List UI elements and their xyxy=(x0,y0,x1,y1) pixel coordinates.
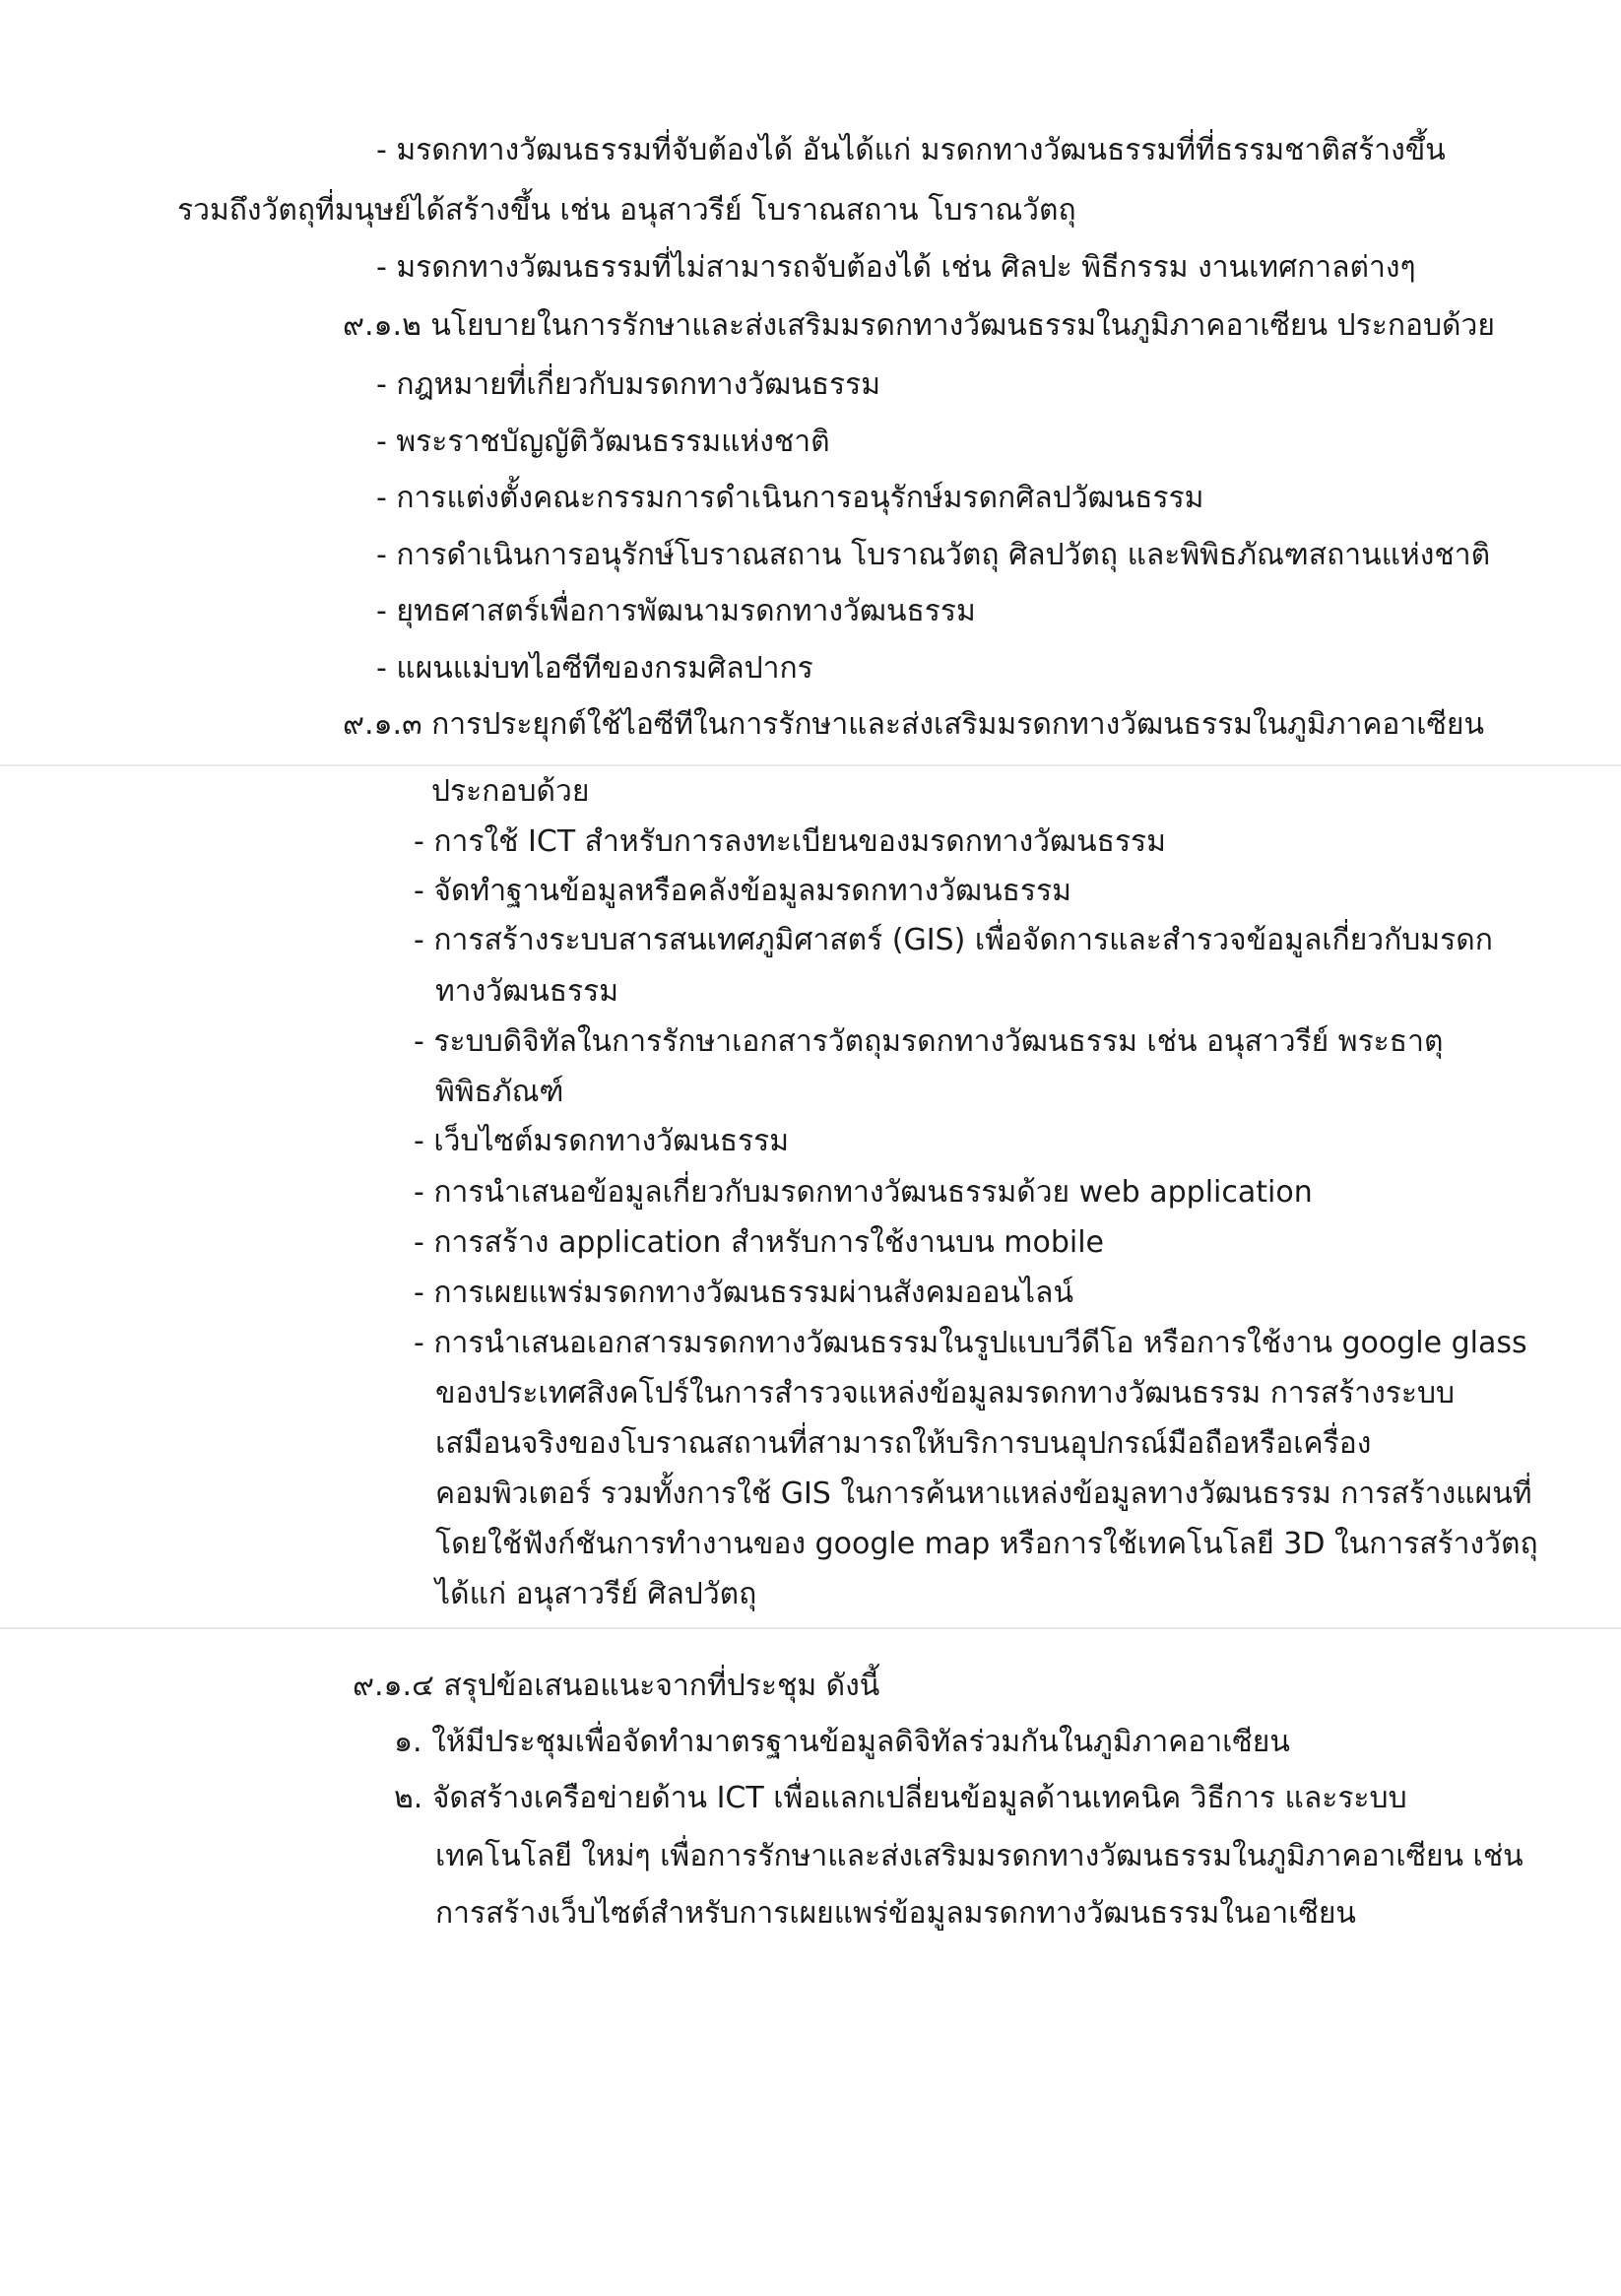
section-913-heading-line-1: ๙.๑.๓ การประยุกต์ใช้ไอซีทีในการรักษาและส่งเสริมมรดกทางวัฒนธรรมในภูมิภาคอาเซียน xyxy=(343,707,1484,742)
scan-page-seam xyxy=(0,764,1621,766)
section-912-item: - พระราชบัญญัติวัฒนธรรมแห่งชาติ xyxy=(376,425,830,459)
paragraph-tangible-heritage-line-1: - มรดกทางวัฒนธรรมที่จับต้องได้ อันได้แก่ มรดกทางวัฒนธรรมที่ที่ธรรมชาติสร้างขึ้น xyxy=(376,133,1446,167)
section-913-item: - การเผยแพร่มรดกทางวัฒนธรรมผ่านสังคมออนไลน์ xyxy=(414,1276,1073,1310)
section-913-item: - การใช้ ICT สำหรับการลงทะเบียนของมรดกทางวัฒนธรรม xyxy=(414,824,1166,859)
section-912-item: - กฎหมายที่เกี่ยวกับมรดกทางวัฒนธรรม xyxy=(376,367,881,402)
section-914-item-continuation: การสร้างเว็บไซต์สำหรับการเผยแพร่ข้อมูลมรดกทางวัฒนธรรมในอาเซียน xyxy=(435,1896,1356,1931)
section-913-heading-line-2: ประกอบด้วย xyxy=(431,774,590,809)
section-912-item: - การดำเนินการอนุรักษ์โบราณสถาน โบราณวัตถุ ศิลปวัตถุ และพิพิธภัณฑสถานแห่งชาติ xyxy=(376,538,1491,572)
section-912-item: - การแต่งตั้งคณะกรรมการดำเนินการอนุรักษ์มรดกศิลปวัฒนธรรม xyxy=(376,481,1204,515)
section-913-item: - การนำเสนอข้อมูลเกี่ยวกับมรดกทางวัฒนธรรมด้วย web application xyxy=(414,1175,1313,1210)
section-913-item-continuation: คอมพิวเตอร์ รวมทั้งการใช้ GIS ในการค้นหาแหล่งข้อมูลทางวัฒนธรรม การสร้างแผนที่ xyxy=(435,1476,1532,1511)
section-914-item: ๒. จัดสร้างเครือข่ายด้าน ICT เพื่อแลกเปลี่ยนข้อมูลด้านเทคนิค วิธีการ และระบบ xyxy=(394,1781,1407,1815)
section-913-item: - การสร้าง application สำหรับการใช้งานบน mobile xyxy=(414,1225,1105,1260)
section-913-item-continuation: ทางวัฒนธรรม xyxy=(435,974,619,1009)
section-914-item: ๑. ให้มีประชุมเพื่อจัดทำมาตรฐานข้อมูลดิจิทัลร่วมกันในภูมิภาคอาเซียน xyxy=(394,1725,1290,1759)
section-912-item: - แผนแม่บทไอซีทีของกรมศิลปากร xyxy=(376,651,813,686)
section-913-item-continuation: เสมือนจริงของโบราณสถานที่สามารถให้บริการบนอุปกรณ์มือถือหรือเครื่อง xyxy=(435,1426,1372,1461)
section-912-heading: ๙.๑.๒ นโยบายในการรักษาและส่งเสริมมรดกทางวัฒนธรรมในภูมิภาคอาเซียน ประกอบด้วย xyxy=(343,308,1495,343)
section-913-item-continuation: ได้แก่ อนุสาวรีย์ ศิลปวัตถุ xyxy=(435,1577,757,1611)
section-913-item: - เว็บไซต์มรดกทางวัฒนธรรม xyxy=(414,1124,790,1158)
section-913-item: - การสร้างระบบสารสนเทศภูมิศาสตร์ (GIS) เพื่อจัดการและสำรวจข้อมูลเกี่ยวกับมรดก xyxy=(414,923,1493,957)
section-913-item-continuation: ของประเทศสิงคโปร์ในการสำรวจแหล่งข้อมูลมรดกทางวัฒนธรรม การสร้างระบบ xyxy=(435,1376,1456,1410)
section-913-item-continuation: พิพิธภัณฑ์ xyxy=(435,1075,564,1109)
scan-page-seam xyxy=(0,1627,1621,1629)
section-914-heading: ๙.๑.๔ สรุปข้อเสนอแนะจากที่ประชุม ดังนี้ xyxy=(353,1669,880,1703)
section-914-item-continuation: เทคโนโลยี ใหม่ๆ เพื่อการรักษาและส่งเสริมมรดกทางวัฒนธรรมในภูมิภาคอาเซียน เช่น xyxy=(435,1839,1524,1873)
section-913-item: - ระบบดิจิทัลในการรักษาเอกสารวัตถุมรดกทางวัฒนธรรม เช่น อนุสาวรีย์ พระธาตุ xyxy=(414,1024,1444,1059)
paragraph-intangible-heritage: - มรดกทางวัฒนธรรมที่ไม่สามารถจับต้องได้ เช่น ศิลปะ พิธีกรรม งานเทศกาลต่างๆ xyxy=(376,250,1416,285)
paragraph-tangible-heritage-line-2: รวมถึงวัตถุที่มนุษย์ได้สร้างขึ้น เช่น อนุสาวรีย์ โบราณสถาน โบราณวัตถุ xyxy=(177,193,1076,228)
section-913-item: - จัดทำฐานข้อมูลหรือคลังข้อมูลมรดกทางวัฒนธรรม xyxy=(414,874,1071,908)
section-913-item-continuation: โดยใช้ฟังก์ชันการทำงานของ google map หรือการใช้เทคโนโลยี 3D ในการสร้างวัตถุ xyxy=(435,1527,1538,1561)
section-912-item: - ยุทธศาสตร์เพื่อการพัฒนามรดกทางวัฒนธรรม xyxy=(376,594,976,628)
section-913-item: - การนำเสนอเอกสารมรดกทางวัฒนธรรมในรูปแบบวีดีโอ หรือการใช้งาน google glass xyxy=(414,1326,1527,1360)
